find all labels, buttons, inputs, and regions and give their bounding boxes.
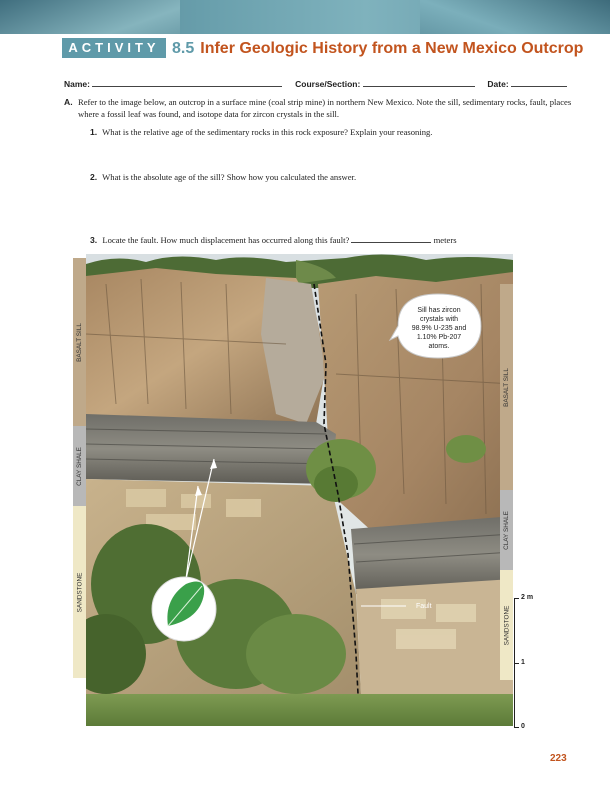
student-info-row bbox=[64, 78, 574, 89]
question-2-text: What is the absolute age of the sill? Show how you calculated the answer. bbox=[102, 172, 357, 182]
activity-label: ACTIVITY bbox=[62, 38, 166, 58]
outcrop-photo bbox=[86, 254, 513, 726]
name-label: Name: bbox=[64, 79, 90, 89]
question-3-text: Locate the fault. How much displacement has occurred along this fault? bbox=[102, 235, 350, 245]
scale-label-0m: 0 bbox=[521, 723, 525, 730]
left-basalt-label: BASALT SILL bbox=[76, 322, 83, 362]
fault-label: Fault bbox=[416, 603, 432, 610]
displacement-answer-blank[interactable] bbox=[351, 234, 431, 243]
course-blank[interactable] bbox=[363, 78, 475, 87]
activity-title-text: Infer Geologic History from a New Mexico Outcrop bbox=[200, 40, 584, 57]
right-sandstone-label: SANDSTONE bbox=[503, 605, 510, 645]
date-label: Date: bbox=[487, 79, 509, 89]
scale-label-1m: 1 bbox=[521, 659, 525, 666]
question-1-number: 1. bbox=[90, 127, 98, 137]
part-a-text: Refer to the image below, an outcrop in a surface mine (coal strip mine) in northern New Mexico. Note the sill, sedimentary rocks, fault, places where a fossil leaf was found, and isotope data for zircon crystals in the sill. bbox=[78, 97, 572, 119]
scale-tick-2m bbox=[514, 598, 519, 599]
activity-title bbox=[172, 38, 583, 60]
date-blank[interactable] bbox=[511, 78, 567, 87]
question-3-number: 3. bbox=[90, 235, 98, 245]
callout-line-2: crystals with bbox=[419, 316, 459, 323]
left-shale-label: CLAY SHALE bbox=[76, 446, 83, 486]
name-blank[interactable] bbox=[92, 78, 282, 87]
right-basalt-label: BASALT SILL bbox=[503, 367, 510, 407]
question-2-number: 2. bbox=[90, 172, 98, 182]
question-3-suffix: meters bbox=[433, 235, 457, 245]
course-label: Course/Section: bbox=[295, 79, 361, 89]
scale-tick-0m bbox=[514, 727, 519, 728]
question-3 bbox=[90, 234, 457, 246]
question-1 bbox=[90, 127, 432, 138]
left-sandstone-label: SANDSTONE bbox=[76, 572, 83, 612]
callout-line-4: 1.10% Pb-207 bbox=[416, 334, 462, 341]
callout-line-3: 98.9% U-235 and bbox=[411, 325, 467, 332]
question-1-text: What is the relative age of the sedimentary rocks in this rock exposure? Explain your reasoning. bbox=[102, 127, 433, 137]
scale-label-2m: 2 m bbox=[521, 594, 534, 601]
part-a-instructions bbox=[64, 97, 584, 120]
activity-number: 8.5 bbox=[172, 40, 195, 57]
callout-line-1: Sill has zircon bbox=[417, 307, 461, 314]
right-shale-label: CLAY SHALE bbox=[503, 510, 510, 550]
part-a-marker: A. bbox=[64, 97, 73, 107]
question-2 bbox=[90, 172, 356, 183]
callout-line-5: atoms. bbox=[428, 343, 450, 350]
scale-tick-1m bbox=[514, 663, 519, 664]
page-number: 223 bbox=[550, 753, 567, 764]
